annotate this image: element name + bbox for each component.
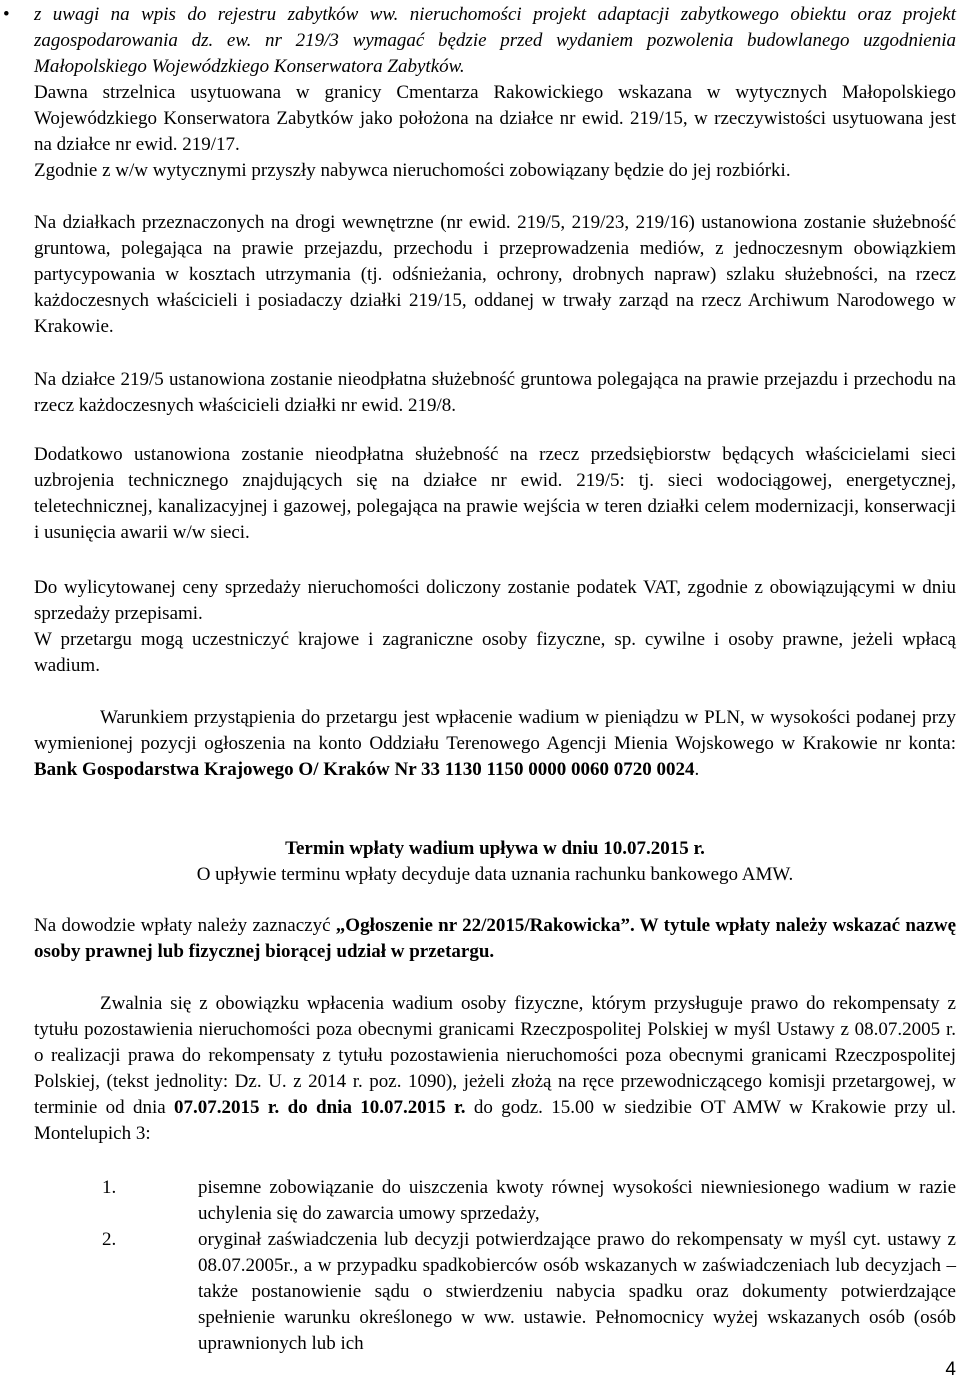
vat-paragraph: Do wylicytowanej ceny sprzedaży nieruchomości doliczony zostanie podatek VAT, zgodnie z obowiązującymi w dniu sprzedaży przepisami. [34, 577, 956, 624]
deadline-section [34, 836, 956, 888]
payment-title-paragraph: Na dowodzie wpłaty należy zaznaczyć „Ogłoszenie nr 22/2015/Rakowicka”. W tytule wpłaty należy wskazać nazwę osoby prawnej lub fizycznej biorącej udział w przetargu. [34, 915, 957, 962]
shooting-range-paragraph: Dawna strzelnica usytuowana w granicy Cmentarza Rakowickiego wskazana w wytycznych Małopolskiego Wojewódzkiego Konserwatora Zabytków jako położona na działce nr ewid. 219/15, w rzeczywistości usytuowana jest na działce nr ewid. 219/17. [34, 82, 956, 155]
exemption-dates: 07.07.2015 r. do dnia 10.07.2015 r. [174, 1097, 466, 1118]
exemption-paragraph: Zwalnia się z obowiązku wpłacenia wadium osoby fizyczne, którym przysługuje prawo do rekompensaty z tytułu pozostawienia nieruchomości poza obecnymi granicami Rzeczpospolitej Polskiej w myśl Ustawy z 08.07.2005 r. o realizacji prawa do rekompensaty z tytułu pozostawienia nieruchomości poza obecnymi granicami Rzeczpospolitej Polskiej, (tekst jednolity: Dz. U. z 2014 r. poz. 1090), jeżeli złożą na ręce przewodniczącego komisji przetargowej, w terminie od dnia 07.07.2015 r. do dnia 10.07.2015 r. do godz. 15.00 w siedzibie OT AMW w Krakowie przy ul. Montelupich 3: [34, 993, 956, 1144]
list-item: 2. oryginał zaświadczenia lub decyzji potwierdzające prawo do rekompensaty w myśl cyt. ustawy z 08.07.2005r., a w przypadku spadkobierców osób wskazanych w zaświadczeniach lub decyzjach – także postanowienie sądu o stwierdzeniu nabycia spadku oraz dokumenty potwierdzające spełnienie warunku określonego w ww. ustawie. Pełnomocnicy wyżej wskazanych osób (osób uprawnionych lub ich [102, 1229, 956, 1354]
list-item: 1. pisemne zobowiązanie do uiszczenia kwoty równej wysokości niewniesionego wadium w razie uchylenia się do zawarcia umowy sprzedaży, [102, 1177, 956, 1224]
demolition-paragraph: Zgodnie z w/w wytycznymi przyszły nabywca nieruchomości zobowiązany będzie do jej rozbiórki. [34, 160, 791, 181]
easement-plot-paragraph: Na działce 219/5 ustanowiona zostanie nieodpłatna służebność gruntowa polegająca na prawie przejazdu i przechodu na rzecz każdoczesnych właścicieli działki nr ewid. 219/8. [34, 369, 956, 416]
bullet-icon: • [3, 4, 10, 25]
bank-account: Bank Gospodarstwa Krajowego O/ Kraków Nr 33 1130 1150 0000 0060 0720 0024 [34, 759, 695, 780]
deposit-deadline: Termin wpłaty wadium upływa w dniu 10.07.2015 r. [285, 838, 705, 859]
deposit-condition-paragraph: Warunkiem przystąpienia do przetargu jest wpłacenie wadium w pieniądzu w PLN, w wysokości podanej przy wymienionej pozycji ogłoszenia na konto Oddziału Terenowego Agencji Mienia Wojskowego w Krakowie nr konta: Bank Gospodarstwa Krajowego O/ Kraków Nr 33 1130 1150 0000 0060 0720 0024. [34, 707, 956, 780]
easement-roads-paragraph: Na działkach przeznaczonych na drogi wewnętrzne (nr ewid. 219/5, 219/23, 219/16) ustanowiona zostanie służebność gruntowa, polegająca na prawie przejazdu, przechodu i przeprowadzenia mediów, z jednoczesnym obowiązkiem partycypowania w kosztach utrzymania (tj. odśnieżania, ochrony, drobnych napraw) szlaku służebności, na rzecz każdoczesnych właścicieli i posiadaczy działki 219/15, oddanej w trwały zarząd na rzecz Archiwum Narodowego w Krakowie. [34, 212, 956, 337]
heritage-note: z uwagi na wpis do rejestru zabytków ww. nieruchomości projekt adaptacji zabytkowego obiektu oraz projekt zagospodarowania dz. ew. nr 219/3 wymagać będzie przed wydaniem pozwolenia budowlanego uzgodnienia Małopolskiego Wojewódzkiego Konserwatora Zabytków. [34, 4, 956, 77]
participants-paragraph: W przetargu mogą uczestniczyć krajowe i zagraniczne osoby fizyczne, sp. cywilne i osoby prawne, jeżeli wpłacą wadium. [34, 629, 956, 676]
deadline-note: O upływie terminu wpłaty decyduje data uznania rachunku bankowego AMW. [196, 864, 794, 885]
utility-easement-paragraph: Dodatkowo ustanowiona zostanie nieodpłatna służebność na rzecz przedsiębiorstw będących właścicielami sieci uzbrojenia technicznego znajdujących się na działce nr ewid. 219/5: tj. sieci wodociągowej, energetycznej, teletechnicznej, kanalizacyjnej i gazowej, polegająca na prawie wejścia w teren działki celem modernizacji, konserwacji i usunięcia awarii w/w sieci. [34, 444, 956, 543]
page-number: 4 [945, 1359, 956, 1380]
requirements-list [34, 1175, 956, 1357]
shooting-range-section [34, 80, 956, 184]
